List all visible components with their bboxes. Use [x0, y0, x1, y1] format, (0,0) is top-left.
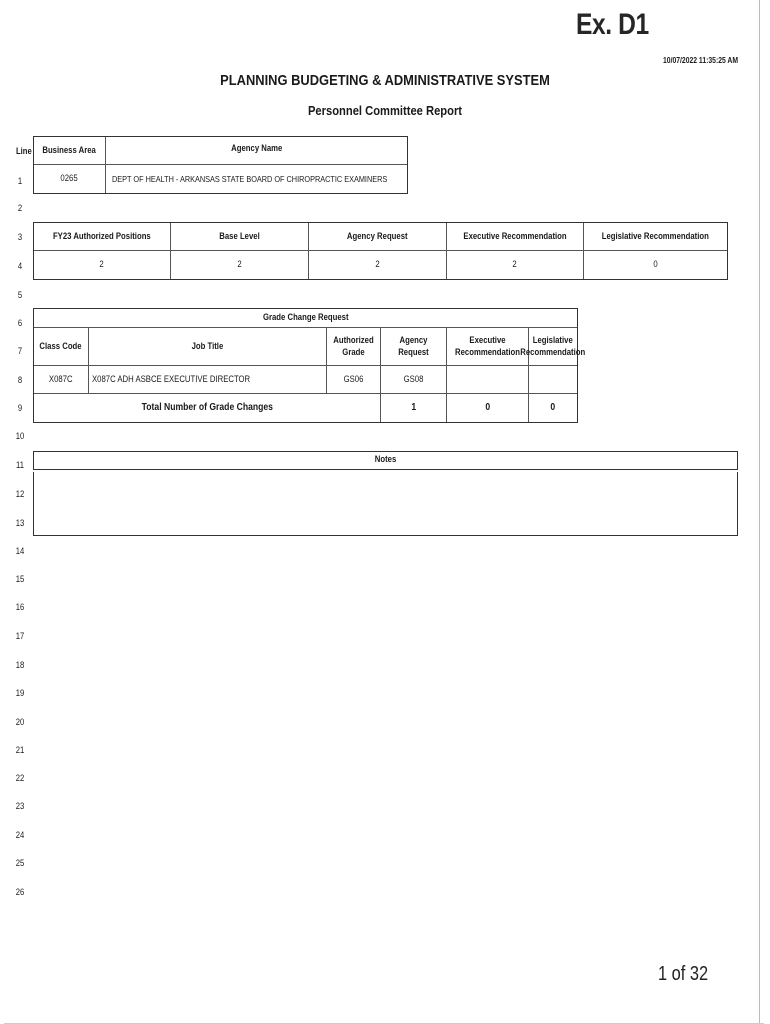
notes-header-bar — [33, 451, 738, 470]
business-area-header: Business Area — [34, 137, 106, 165]
scan-edge-right — [759, 0, 760, 1024]
line-number: 26 — [15, 887, 25, 897]
total-agency-request: 1 — [381, 394, 447, 422]
line-number: 12 — [15, 489, 25, 499]
line-number: 16 — [15, 602, 25, 612]
line-number: 5 — [17, 290, 23, 300]
line-number: 14 — [15, 546, 25, 556]
total-legislative-recommendation: 0 — [550, 401, 556, 413]
job-title-header: Job Title — [89, 328, 327, 366]
agency-request-grade-header: Agency Request — [381, 328, 447, 366]
agency-name-header: Agency Name — [106, 137, 407, 165]
line-number: 22 — [15, 773, 25, 783]
executive-recommendation-header: Executive Recommendation — [447, 223, 584, 251]
job-title-value: X087C ADH ASBCE EXECUTIVE DIRECTOR — [89, 366, 327, 394]
agency-request-value: 2 — [309, 251, 447, 279]
class-code-value: X087C — [34, 366, 89, 394]
line-number: 4 — [17, 261, 23, 271]
report-title: Personnel Committee Report — [307, 103, 463, 118]
authorized-grade-value: GS06 — [327, 366, 381, 394]
fy23-authorized-positions-header: FY23 Authorized Positions — [34, 223, 171, 251]
line-number: 9 — [17, 403, 23, 413]
line-number: 21 — [15, 745, 25, 755]
legislative-recommendation-header: Legislative Recommendation — [584, 223, 727, 251]
line-number: 8 — [17, 375, 23, 385]
line-number: 24 — [15, 830, 25, 840]
legislative-recommendation-value: 0 — [653, 259, 658, 270]
grade-change-title: Grade Change Request — [34, 309, 577, 328]
line-column-header: Line — [16, 146, 32, 156]
line-number: 25 — [15, 858, 25, 868]
line-number: 10 — [15, 431, 25, 441]
total-grade-changes-label: Total Number of Grade Changes — [34, 394, 381, 422]
line-number: 11 — [16, 460, 24, 470]
line-number: 3 — [17, 232, 23, 242]
line-number: 20 — [15, 717, 25, 727]
grade-change-table — [33, 308, 586, 423]
system-title: PLANNING BUDGETING & ADMINISTRATIVE SYSTEM — [220, 72, 550, 89]
line-number: 2 — [17, 203, 23, 213]
agency-request-header: Agency Request — [309, 223, 447, 251]
line-number: 13 — [15, 518, 25, 528]
executive-recommendation-value: 2 — [447, 251, 584, 279]
agency-name-value: DEPT OF HEALTH - ARKANSAS STATE BOARD OF CHIROPRACTIC EXAMINERS — [112, 173, 388, 184]
exhibit-label: Ex. D1 — [576, 8, 649, 41]
line-number: 15 — [15, 574, 25, 584]
notes-title: Notes — [374, 454, 397, 464]
legislative-recommendation-grade-value — [529, 366, 577, 394]
page-number: 1 of 32 — [658, 963, 709, 985]
class-code-header: Class Code — [34, 328, 89, 366]
agency-request-grade-value: GS08 — [381, 366, 447, 394]
total-executive-recommendation: 0 — [447, 394, 529, 422]
authorized-grade-header: Authorized Grade — [327, 328, 381, 366]
report-timestamp: 10/07/2022 11:35:25 AM — [663, 56, 738, 65]
agency-table — [33, 136, 408, 194]
base-level-value: 2 — [171, 251, 309, 279]
positions-table — [33, 222, 728, 280]
line-number: 19 — [15, 688, 25, 698]
line-number: 1 — [17, 176, 23, 186]
line-number: 23 — [15, 801, 25, 811]
fy23-authorized-positions-value: 2 — [34, 251, 171, 279]
line-number: 6 — [17, 318, 23, 328]
executive-recommendation-grade-value — [447, 366, 529, 394]
line-number: 17 — [15, 631, 25, 641]
notes-area — [33, 472, 738, 536]
base-level-header: Base Level — [171, 223, 309, 251]
line-number: 7 — [17, 346, 23, 356]
line-number: 18 — [15, 660, 25, 670]
business-area-value: 0265 — [34, 165, 106, 193]
legislative-recommendation-grade-header: Legislative Recommendation — [529, 328, 577, 366]
executive-recommendation-grade-header: Executive Recommendation — [447, 328, 529, 366]
